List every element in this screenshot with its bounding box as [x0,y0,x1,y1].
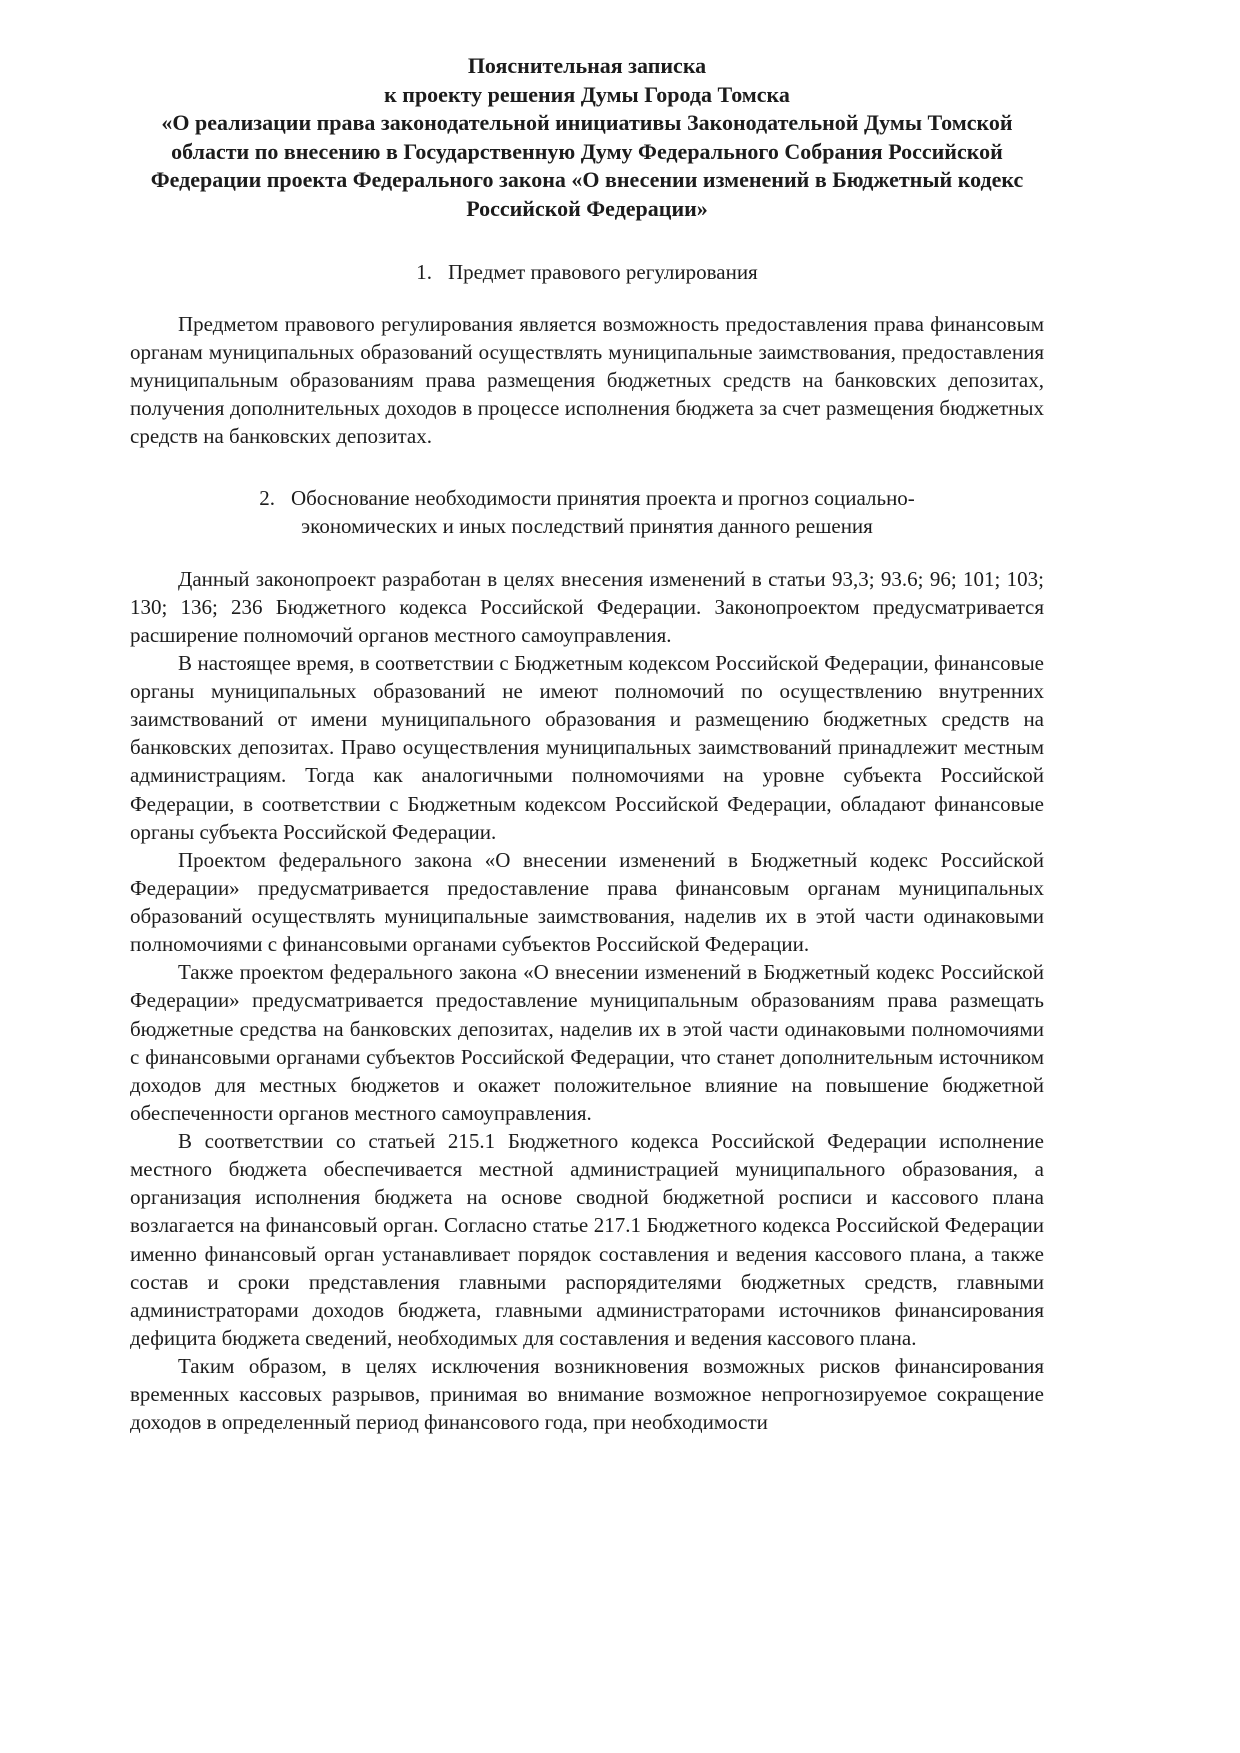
title-line-3: «О реализации права законодательной инициативы Законодательной Думы Томской области по внесению в Государственную Думу Федерального Собрания Российской Федерации проекта Федерального закона «О внесении изменений в Бюджетный кодекс Российской Федерации» [150,110,1024,221]
title-line-1: Пояснительная записка [467,53,707,78]
paragraph: Данный законопроект разработан в целях внесения изменений в статьи 93,3; 93.6; 96; 101; 103; 130; 136; 236 Бюджетного кодекса Российской Федерации. Законопроектом предусматривается расширение полномочий органов местного самоуправления. [130,566,1044,647]
paragraph: Таким образом, в целях исключения возникновения возможных рисков финансирования временных кассовых разрывов, принимая во внимание возможное непрогнозируемое сокращение доходов в определенный период финансового года, при необходимости [130,1354,1044,1435]
document-title [130,52,1044,224]
title-line-2: к проекту решения Думы Города Томска [384,81,790,107]
section-1-number: 1. [416,259,433,284]
section-2-number: 2. [259,486,275,511]
section-2-title: Обоснование необходимости принятия проекта и прогноз социально-экономических и иных последствий принятия данного решения [290,486,915,539]
paragraph: Предметом правового регулирования является возможность предоставления права финансовым органам муниципальных образований осуществлять муниципальные заимствования, предоставления муниципальным образованиям права размещения бюджетных средств на банковских депозитах, получения дополнительных доходов в процессе исполнения бюджета за счет размещения бюджетных средств на банковских депозитах. [130,311,1044,449]
paragraph: Проектом федерального закона «О внесении изменений в Бюджетный кодекс Российской Федерации» предусматривается предоставление права финансовым органам муниципальных образований осуществлять муниципальные заимствования, наделив их в этой части одинаковыми полномочиями с финансовыми органами субъектов Российской Федерации. [130,847,1044,957]
paragraph: В соответствии со статьей 215.1 Бюджетного кодекса Российской Федерации исполнение местного бюджета обеспечивается местной администрацией муниципального образования, а организация исполнения бюджета на основе сводной бюджетной росписи и кассового плана возлагается на финансовый орган. Согласно статье 217.1 Бюджетного кодекса Российской Федерации именно финансовый орган устанавливает порядок составления и ведения кассового плана, а также состав и сроки представления главными распорядителями бюджетных средств, главными администраторами доходов бюджета, главными администраторами источников финансирования дефицита бюджета сведений, необходимых для составления и ведения кассового плана. [130,1129,1044,1350]
paragraph: Также проектом федерального закона «О внесении изменений в Бюджетный кодекс Российской Федерации» предусматривается предоставление муниципальным образованиям права размещать бюджетные средства на банковских депозитах, наделив их в этой части одинаковыми полномочиями с финансовыми органами субъектов Российской Федерации, что станет дополнительным источником доходов для местных бюджетов и окажет положительное влияние на повышение бюджетной обеспеченности органов местного самоуправления. [130,960,1044,1125]
section-1-title: Предмет правового регулирования [448,259,758,284]
section-2-heading [222,484,952,540]
paragraph: В настоящее время, в соответствии с Бюджетным кодексом Российской Федерации, финансовые органы муниципальных образований не имеют полномочий по осуществлению внутренних заимствований от имени муниципального образования и размещению бюджетных средств на банковских депозитах. Право осуществления муниципальных заимствований принадлежит местным администрациям. Тогда как аналогичными полномочиями на уровне субъекта Российской Федерации, в соответствии с Бюджетным кодексом Российской Федерации, обладают финансовые органы субъекта Российской Федерации. [130,650,1044,844]
section-1-heading [130,258,1044,286]
